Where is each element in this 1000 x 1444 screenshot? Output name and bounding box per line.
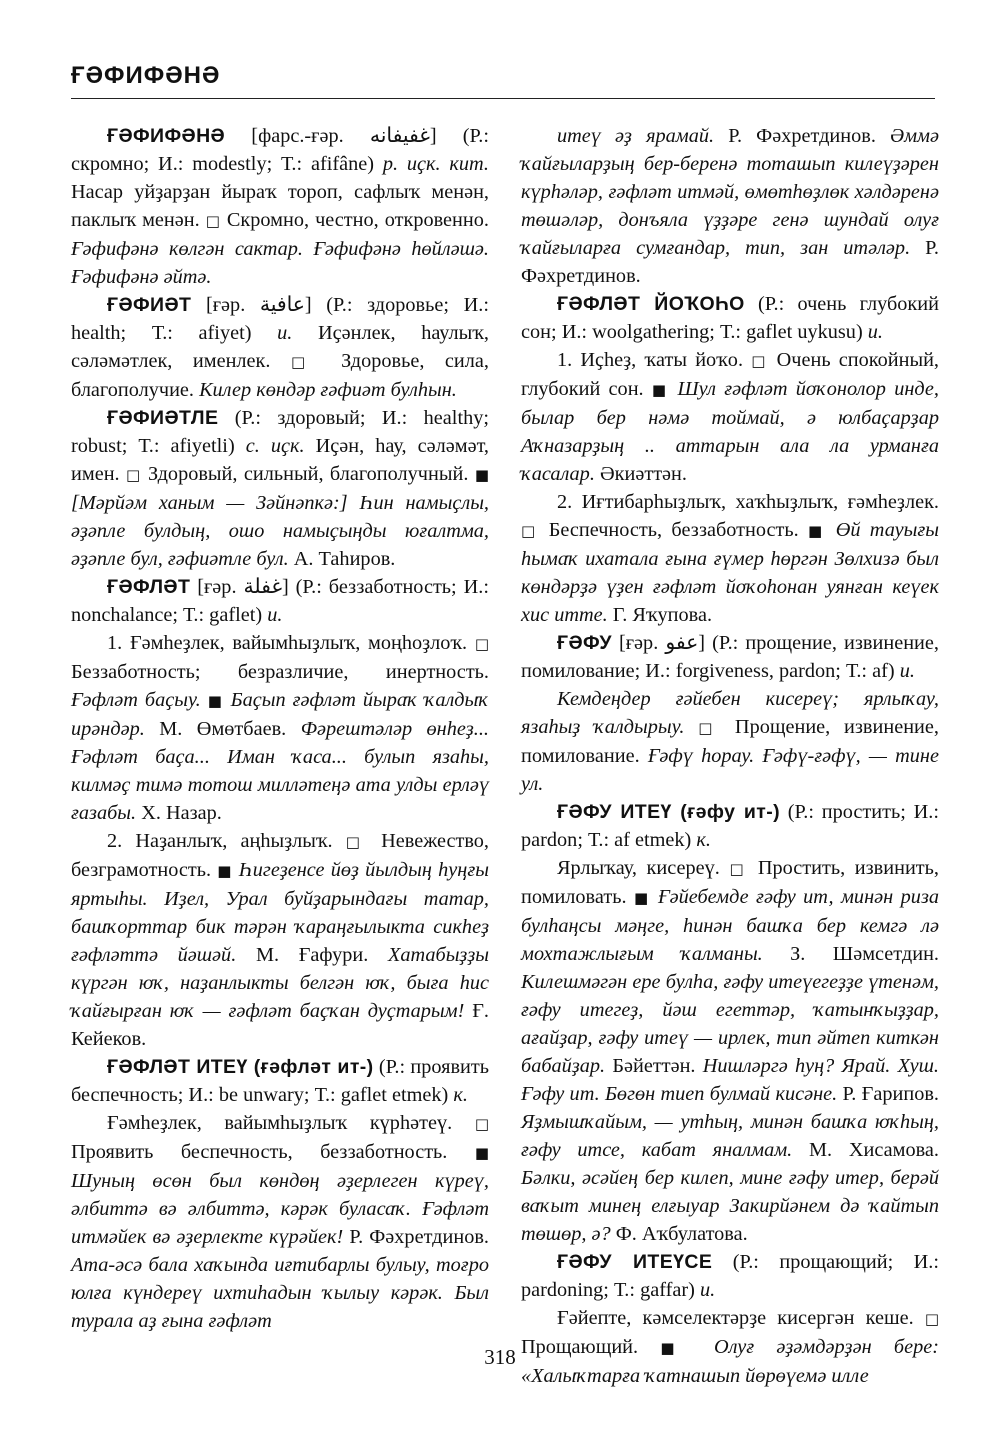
example-marker-icon: ■ <box>651 381 670 399</box>
example-marker-icon: ■ <box>474 1144 489 1162</box>
entry-paragraph <box>71 629 489 827</box>
example-text: к. <box>696 829 711 851</box>
russian-translation-marker-icon: □ <box>729 860 749 878</box>
example-marker-icon: ■ <box>474 466 489 484</box>
entry-paragraph <box>71 1053 489 1109</box>
text-run: 2. Наҙанлыҡ, аңһыҙлыҡ. <box>107 830 346 852</box>
example-text: Бәлки, әсәйең бер килеп, мине ғәфу итер, берәй ваҡыт минең елғыуар Закирйәнем дә ҡайтып төшөр, ә? <box>521 1167 939 1245</box>
example-marker-icon: ■ <box>660 1339 692 1357</box>
example-text: Хатабыҙҙы күргән юҡ, наҙанлыкты белгән юҡ, быға һис ҡайғырған юҡ — ғәфләт баҫҡан дуҫтарым! <box>71 944 489 1022</box>
example-text: Шуның өсөн был көндөң әҙерлеген күреү, әлбиттә вә әлбиттә, кәрәк буласаҡ. Ғәфләт итмәйек вә әҙерлекте күрәйек! <box>71 1170 489 1248</box>
text-run: Иҫән, һау, сәләмәт, имен. <box>71 435 489 485</box>
example-text: Һигеҙенсе йөҙ йылдың һуңғы яртыһы. Иҙел, Урал буйҙарындағы татар, башҡорттар бик тәрән ҡараңғылыкта сикһеҙ ғәфләттә йәшәй. <box>71 859 489 966</box>
example-text: с. иҫк. <box>245 435 305 457</box>
text-run: [ғәр. عفو] (Р.: прощение, извинение, помилование; И.: forgiveness, pardon; Т.: af) <box>521 632 939 682</box>
example-text: и. <box>267 604 283 626</box>
text-run: Ғ. Кейеков. <box>71 1000 489 1050</box>
text-run: Ғәмһеҙлек, вайымһыҙлыҡ күрһәтеү. <box>107 1112 475 1134</box>
text-run: Здоровый, сильный, благополучный. <box>141 463 475 485</box>
text-run: Простить, извинить, помиловать. <box>521 857 939 908</box>
russian-translation-marker-icon: □ <box>698 719 722 737</box>
entry-paragraph <box>521 629 939 685</box>
entry-paragraph <box>71 122 489 291</box>
text-run: Беззаботность; безразличие, инертность. <box>71 661 489 683</box>
headword: ҒӘФУ <box>557 632 612 654</box>
entry-paragraph <box>521 122 939 290</box>
entry-paragraph <box>71 573 489 629</box>
text-run: Ф. Аҡбулатова. <box>610 1223 748 1245</box>
headword: ҒӘФУ ИТЕҮСЕ <box>557 1251 713 1273</box>
text-run: Р. Ғарипов. <box>837 1083 940 1105</box>
entry-paragraph <box>521 798 939 854</box>
russian-translation-marker-icon: □ <box>751 352 769 370</box>
text-run: (Р.: проявить беспечность; И.: be unwary; Т.: gaflet etmek) <box>71 1056 489 1106</box>
entry-paragraph <box>521 488 939 629</box>
text-run: (Р.: простить; И.: pardon; Т.: af etmek) <box>521 801 939 851</box>
text-run: (Р.: очень глубокий сон; И.: woolgathering; Т.: gaflet uykusu) <box>521 293 939 343</box>
header-rule <box>71 98 935 99</box>
example-text: Шул ғәфләт йоҡонолор инде, былар бер нәмә тоймай, ә юлбаҫарҙар Аҡназарҙың .. аттарын ала ла урманға ҡасалар. <box>521 378 939 485</box>
russian-translation-marker-icon: □ <box>205 212 221 230</box>
text-run: З. Шәмсетдин. <box>762 943 939 965</box>
headword: ҒӘФЛӘТ ИТЕҮ (ғәфләт ит-) <box>107 1056 374 1078</box>
text-run: Беспечность, беззаботность. <box>539 519 809 541</box>
text-run: 1. Ғәмһеҙлек, вайымһыҙлыҡ, моңһоҙлоҡ. <box>107 632 475 654</box>
text-run: Скромно, честно, откровенно. <box>220 209 489 231</box>
example-marker-icon: ■ <box>634 889 651 907</box>
example-text: Яҙмышҡайым, — утһың, минән башҡа юҡһың, ғәфу итсе, кабат яналмам. <box>521 1111 939 1161</box>
russian-translation-marker-icon: □ <box>474 635 489 653</box>
text-run: Ғәйепте, кәмселектәрҙе кисергән кеше. <box>557 1307 925 1329</box>
text-run: Очень спокойный, глубокий сон. <box>521 349 939 400</box>
text-run: Ярлыҡау, кисереү. <box>557 857 730 879</box>
entry-paragraph <box>521 854 939 1248</box>
text-run: М. Ғафури. <box>236 944 388 966</box>
russian-translation-marker-icon: □ <box>126 466 142 484</box>
text-run: Х. Назар. <box>136 802 222 824</box>
entry-paragraph <box>71 291 489 404</box>
text-run: Р. Фәхретдинов. <box>714 125 891 147</box>
example-text: р. иҫк. кит. <box>382 153 489 175</box>
right-column <box>521 122 939 1390</box>
example-text: Ғәфү һорау. Ғәфү-ғәфү, — тине ул. <box>521 745 939 795</box>
text-run: А. Таһиров. <box>288 548 396 570</box>
example-text: итеү әҙ ярамай. <box>557 125 715 147</box>
example-marker-icon: ■ <box>808 522 827 540</box>
text-run: (Р.: здоровый; И.: healthy; robust; Т.: afiyetli) <box>71 407 489 457</box>
example-text: Өй тауығы һымаҡ ихатала ғына ғүмер һөргән Зөлхизә был көндәрҙә үҙен ғәфләт йоҡоһонан уянған кеүек хис итте. <box>521 519 939 626</box>
text-run: Прощение, извинение, помилование. <box>521 716 939 767</box>
example-text: Килер көндәр ғәфиәт булһын. <box>199 379 457 401</box>
entry-paragraph <box>71 404 489 573</box>
russian-translation-marker-icon: □ <box>474 1115 489 1133</box>
headword: ҒӘФЛӘТ <box>107 576 191 598</box>
russian-translation-marker-icon: □ <box>345 833 368 851</box>
example-text: Олуғ әҙәмдәрҙән бере: «Халыҡтарға ҡатнашып йөрөүемә илле <box>521 1336 939 1387</box>
example-text: к. <box>453 1084 468 1106</box>
example-text: [Мәрйәм ханым — Зәйнәпкә:] Һин намыҫлы, әҙәпле булдың, ошо намыҫыңды юғалтма, әҙәпле бул, ғәфиәтле бул. <box>71 492 489 570</box>
text-run: (Р.: прощающий; И.: pardoning; Т.: gaffar) <box>521 1251 939 1301</box>
text-run: Г. Яҡупова. <box>607 604 713 626</box>
text-run: Проявить беспечность, беззаботность. <box>71 1141 475 1163</box>
entry-paragraph <box>71 1109 489 1335</box>
text-run: Прощающий. <box>521 1336 661 1358</box>
example-text: и. <box>899 660 915 682</box>
text-run: [фарс.-ғәр. غفیفانه] (Р.: скромно; И.: modestly; Т.: afifâne) <box>71 125 489 175</box>
text-run: 1. Иҫһеҙ, ҡаты йоҡо. <box>557 349 752 371</box>
text-run: Невежество, безграмотность. <box>71 830 489 881</box>
text-run: М. Өмөтбаев. <box>144 718 301 740</box>
example-text: и. <box>867 321 883 343</box>
example-text: Ғәфифәнә көлгән сактар. Ғәфифәнә һөйләшә. Ғәфифәнә әйтә. <box>71 238 489 288</box>
entry-paragraph <box>71 827 489 1053</box>
text-run: М. Хисамова. <box>792 1139 939 1161</box>
text-run: Р. Фәхретдинов. <box>521 237 939 287</box>
example-text: Ғәфләт баҫыу. <box>71 689 208 711</box>
left-column <box>71 122 489 1335</box>
headword: ҒӘФИӘТ <box>107 294 192 316</box>
text-run: [ғәр. عافية] (Р.: здоровье; И.: health; Т.: afiyet) <box>71 294 489 344</box>
entry-paragraph <box>521 685 939 798</box>
example-text: Кемдеңдер ғәйебен кисереү; ярлыҡау, язаһыҙ ҡалдырыу. <box>521 688 939 738</box>
example-text: Килешмәгән ере булһа, ғәфу итеүегеҙҙе үтенәм, ғәфу итегеҙ, йәш егеттәр, ҡатынҡыҙҙар, ағайҙар, ғәфу итеү — ирлек, тип әйтеп киткән бабайҙар. <box>521 971 939 1077</box>
russian-translation-marker-icon: □ <box>521 522 540 540</box>
text-run: Бәйеттән. <box>605 1055 703 1077</box>
headword: ҒӘФИФӘНӘ <box>107 125 226 147</box>
russian-translation-marker-icon: □ <box>290 353 321 371</box>
page-number: 318 <box>484 1345 516 1369</box>
example-text: Әммә ҡайғыларҙың бер-беренә тоташып килеүҙәрен күрһәләр, ғәфләт итмәй, өмөтһөҙлөк хәлдәренә төшәләр, донъяла үҙҙәре генә шундай олуғ ҡайғыларға сумғандар, тип, зан итәләр. <box>521 125 939 259</box>
text-run: Иҫәнлек, һаулыҡ, сәләмәтлек, именлек. <box>71 322 489 372</box>
entry-paragraph <box>521 346 939 488</box>
entry-paragraph <box>521 1248 939 1304</box>
headword: ҒӘФУ ИТЕҮ (ғәфу ит-) <box>557 801 781 823</box>
example-text: Ата-әсә бала хаҡында иғтибарлы булыу, тоғро юлға күндереү ихтиһадын ҡылыу кәрәк. Был турала аҙ ғына ғәфләт <box>71 1254 489 1332</box>
example-text: Ғәйебемде ғәфу ит, минән риза булһаңсы мәңге, һинән башҡа бер кемгә лә мохтажлығым ҡалманы. <box>521 886 939 965</box>
example-text: и. <box>699 1279 716 1301</box>
example-marker-icon: ■ <box>207 692 224 710</box>
running-head: ҒӘФИФӘНӘ <box>71 62 221 89</box>
example-text: Нишләргә һуң? Ярай. Хуш. Ғәфу ит. Бөгөн тиеп булмай кисәне. <box>521 1055 939 1105</box>
headword: ҒӘФИӘТЛЕ <box>107 407 219 429</box>
text-run: Здоровье, сила, благополучие. <box>71 350 489 401</box>
text-run: 2. Иғтибарһыҙлыҡ, хаҡһыҙлыҡ, ғәмһеҙлек. <box>557 491 939 513</box>
text-run: Әкиәттән. <box>594 463 687 485</box>
russian-translation-marker-icon: □ <box>924 1310 939 1328</box>
example-marker-icon: ■ <box>217 862 233 880</box>
example-text: Баҫып ғәфләт йыраҡ ҡалдыҡ ирәндәр. <box>71 689 489 740</box>
text-run: Р. Фәхретдинов. <box>343 1226 489 1248</box>
entry-paragraph <box>521 290 939 346</box>
text-run: [ғәр. غفلة] (Р.: беззаботность; И.: nonchalance; Т.: gaflet) <box>71 576 489 626</box>
text-run: Насар уйҙарҙан йыраҡ тороп, сафлыҡ менән, паклыҡ менән. <box>71 181 489 231</box>
example-text: и. <box>277 322 293 344</box>
example-text: Фәрештәләр өнһеҙ... Ғәфләт баҫа... Иман ҡаса... булып язаһы, килмәҫ тимә тотош милләтеңә ата улды ерләү ғазабы. <box>71 718 489 824</box>
headword: ҒӘФЛӘТ ЙОҠОҺО <box>557 293 745 315</box>
